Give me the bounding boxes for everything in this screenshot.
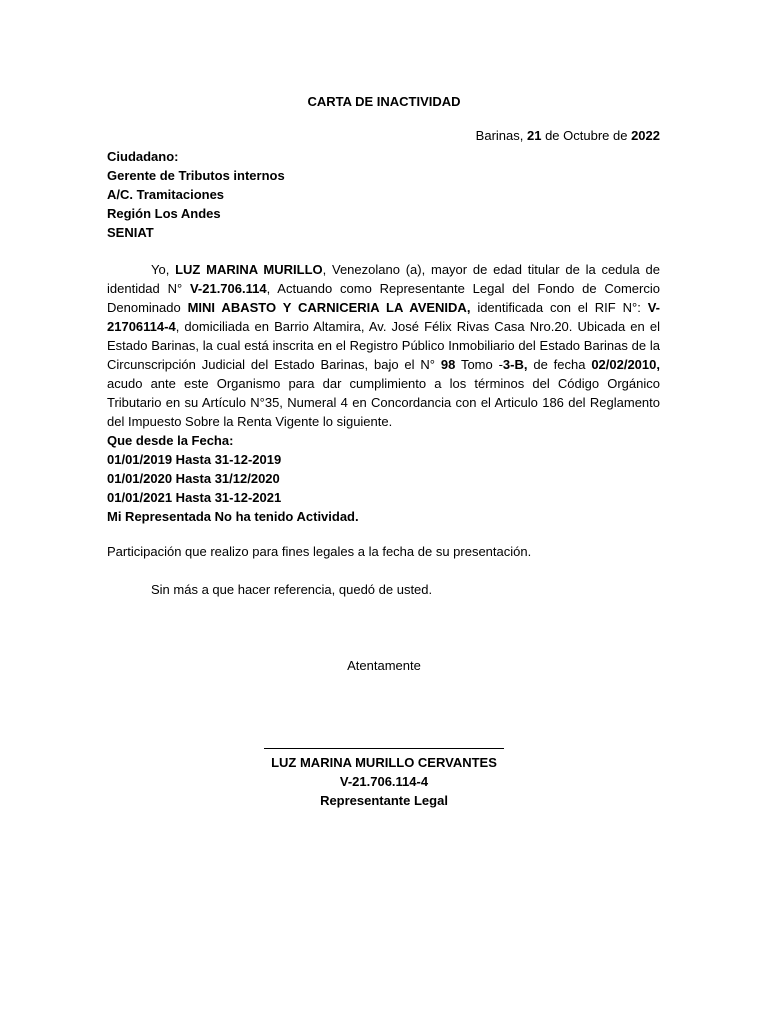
body-name: LUZ MARINA MURILLO xyxy=(175,262,323,277)
signature-id: V-21.706.114-4 xyxy=(339,774,429,789)
periods-heading: Que desde la Fecha: xyxy=(107,433,234,448)
body-text: , domiciliada en Barrio Altamira, Av. José Félix Rivas Casa Nro.20. Ubicada en el Estado Barinas, la cual está inscrita en el Registro Público Inmobiliario del Estado Barinas de la Circunscripción Judicial del Estado Barinas, bajo el N° xyxy=(107,319,660,372)
inactivity-periods xyxy=(107,431,359,526)
period-item: 01/01/2019 Hasta 31-12-2019 xyxy=(107,452,282,467)
signature-line xyxy=(264,748,504,749)
date-day: 21 xyxy=(526,128,542,143)
signature-role: Representante Legal xyxy=(320,793,448,808)
body-text: identificada con el RIF N°: xyxy=(470,300,648,315)
periods-statement: Mi Representada No ha tenido Actividad. xyxy=(107,509,359,524)
participation-text: Participación que realizo para fines legales a la fecha de su presentación. xyxy=(107,544,532,559)
signature-block xyxy=(264,753,504,810)
letter-title: CARTA DE INACTIVIDAD xyxy=(307,94,461,109)
body-text: , Venezolano (a), mayor de edad titular de la cedula de identidad N° xyxy=(107,262,660,296)
letter-body-paragraph xyxy=(107,260,660,431)
recipient-block xyxy=(107,147,285,242)
date-prefix: Barinas, xyxy=(475,128,527,143)
signature-name: LUZ MARINA MURILLO CERVANTES xyxy=(271,755,497,770)
recipient-line: Ciudadano: xyxy=(107,149,179,164)
recipient-line: SENIAT xyxy=(107,225,154,240)
body-tomo: 3-B, xyxy=(502,357,528,372)
body-text: acudo ante este Organismo para dar cumplimiento a los términos del Código Orgánico Tributario en su Artículo N°35, Numeral 4 en Concordancia con el Articulo 186 del Reglamento del Impuesto Sobre la Renta Vigente lo siguiente. xyxy=(107,376,660,429)
body-text: de fecha xyxy=(527,357,592,372)
body-text: Yo, xyxy=(151,262,176,277)
recipient-line: A/C. Tramitaciones xyxy=(107,187,225,202)
closing-text: Sin más a que hacer referencia, quedó de usted. xyxy=(151,582,433,597)
regards-text: Atentamente xyxy=(347,658,421,673)
body-id-number: V-21.706.114 xyxy=(189,281,267,296)
body-text: , Actuando como Representante Legal del Fondo de Comercio Denominado xyxy=(107,281,660,315)
date-year: 2022 xyxy=(631,128,660,143)
letter-date xyxy=(476,128,660,143)
recipient-line: Región Los Andes xyxy=(107,206,221,221)
period-item: 01/01/2021 Hasta 31-12-2021 xyxy=(107,490,282,505)
body-business-name: MINI ABASTO Y CARNICERIA LA AVENIDA, xyxy=(187,300,471,315)
date-middle: de Octubre de xyxy=(541,128,632,143)
recipient-line: Gerente de Tributos internos xyxy=(107,168,285,183)
body-date: 02/02/2010, xyxy=(591,357,660,372)
body-registry-number: 98 xyxy=(440,357,456,372)
body-text: Tomo - xyxy=(455,357,503,372)
period-item: 01/01/2020 Hasta 31/12/2020 xyxy=(107,471,280,486)
body-rif: V-21706114-4 xyxy=(107,300,660,334)
